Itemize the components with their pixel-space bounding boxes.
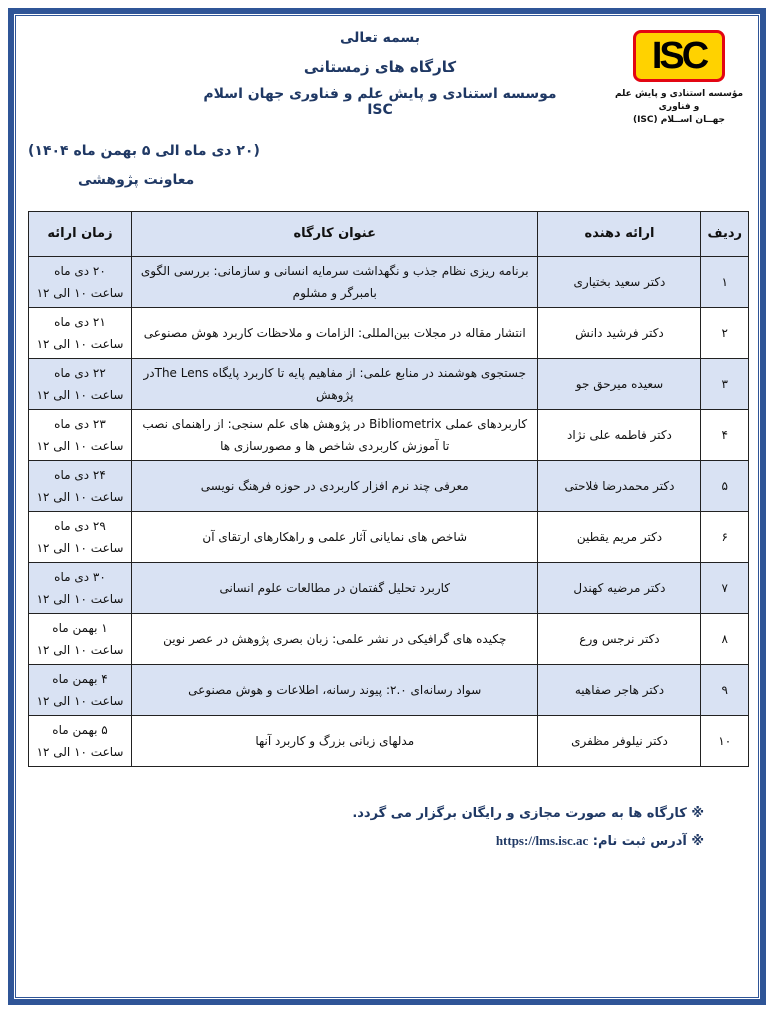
session-date: ۳۰ دی ماه — [54, 570, 106, 584]
session-hours: ساعت ۱۰ الی ۱۲ — [36, 490, 124, 504]
cell-row-number: ۱۰ — [701, 716, 749, 767]
cell-time — [29, 614, 132, 665]
department-name: معاونت پژوهشی — [78, 172, 195, 188]
table-row — [29, 665, 749, 716]
cell-row-number: ۶ — [701, 512, 749, 563]
session-date: ۲۴ دی ماه — [54, 468, 106, 482]
basmala-heading: بسمه تعالی — [339, 30, 421, 46]
cell-presenter: دکتر فاطمه علی نژاد — [538, 410, 701, 461]
cell-time — [29, 563, 132, 614]
table-row — [29, 716, 749, 767]
cell-workshop-title: معرفی چند نرم افزار کاربردی در حوزه فرهنگ نویسی — [132, 461, 538, 512]
cell-row-number: ۱ — [701, 257, 749, 308]
registration-link[interactable]: https://lms.isc.ac — [495, 833, 589, 848]
cell-presenter: دکتر فرشید دانش — [538, 308, 701, 359]
cell-workshop-title: کاربردهای عملی Bibliometrix در پژوهش های علم سنجی: از راهنمای نصب تا آموزش کاربردی شاخص ها و مصورسازی ها — [132, 410, 538, 461]
session-date: ۲۲ دی ماه — [54, 366, 106, 380]
cell-presenter: دکتر مرضیه کهندل — [538, 563, 701, 614]
cell-time — [29, 716, 132, 767]
isc-logo-text: ISC — [651, 34, 707, 77]
isc-logo — [614, 30, 744, 127]
header-row-number: ردیف — [701, 212, 749, 257]
session-hours: ساعت ۱۰ الی ۱۲ — [36, 388, 124, 402]
session-date: ۲۳ دی ماه — [54, 417, 106, 431]
session-hours: ساعت ۱۰ الی ۱۲ — [36, 541, 124, 555]
session-date: ۱ بهمن ماه — [52, 621, 108, 635]
cell-row-number: ۴ — [701, 410, 749, 461]
cell-row-number: ۷ — [701, 563, 749, 614]
cell-presenter: دکتر هاجر صفاهیه — [538, 665, 701, 716]
cell-workshop-title: کاربرد تحلیل گفتمان در مطالعات علوم انسانی — [132, 563, 538, 614]
cell-presenter: سعیده میرحق جو — [538, 359, 701, 410]
organization-name: موسسه استنادی و پایش علم و فناوری جهان اسلام ISC — [203, 86, 557, 118]
table-row — [29, 359, 749, 410]
cell-workshop-title: چکیده های گرافیکی در نشر علمی: زبان بصری پژوهش در عصر نوین — [132, 614, 538, 665]
session-date: ۴ بهمن ماه — [52, 672, 108, 686]
table-row — [29, 410, 749, 461]
workshop-schedule-table — [28, 211, 749, 767]
table-row — [29, 614, 749, 665]
table-row — [29, 461, 749, 512]
virtual-free-note: ※ کارگاه ها به صورت مجازی و رایگان برگزار می گردد. — [352, 806, 704, 821]
logo-caption-line1: مؤسسه استنادی و پایش علم و فناوری — [614, 89, 744, 112]
cell-presenter: دکتر نرجس ورع — [538, 614, 701, 665]
session-hours: ساعت ۱۰ الی ۱۲ — [36, 592, 124, 606]
cell-row-number: ۸ — [701, 614, 749, 665]
cell-presenter: دکتر نیلوفر مظفری — [538, 716, 701, 767]
header-presenter: ارائه دهنده — [538, 212, 701, 257]
cell-time — [29, 359, 132, 410]
cell-workshop-title: مدلهای زبانی بزرگ و کاربرد آنها — [132, 716, 538, 767]
table-row — [29, 512, 749, 563]
cell-time — [29, 410, 132, 461]
table-row — [29, 308, 749, 359]
logo-caption-line2: جهــان اســلام (ISC) — [632, 115, 726, 125]
cell-workshop-title: انتشار مقاله در مجلات بین‌المللی: الزامات و ملاحظات کاربرد هوش مصنوعی — [132, 308, 538, 359]
cell-time — [29, 308, 132, 359]
session-date: ۲۹ دی ماه — [54, 519, 106, 533]
isc-logo-caption — [614, 88, 744, 127]
header-time: زمان ارائه — [29, 212, 132, 257]
cell-row-number: ۵ — [701, 461, 749, 512]
session-hours: ساعت ۱۰ الی ۱۲ — [36, 439, 124, 453]
registration-label: ※ آدرس ثبت نام: — [588, 834, 704, 849]
cell-workshop-title: شاخص های نمایانی آثار علمی و راهکارهای ارتقای آن — [132, 512, 538, 563]
cell-row-number: ۲ — [701, 308, 749, 359]
cell-presenter: دکتر سعید بختیاری — [538, 257, 701, 308]
cell-presenter: دکتر محمدرضا فلاحتی — [538, 461, 701, 512]
cell-time — [29, 665, 132, 716]
session-hours: ساعت ۱۰ الی ۱۲ — [36, 337, 124, 351]
cell-presenter: دکتر مریم یقطین — [538, 512, 701, 563]
cell-time — [29, 257, 132, 308]
session-hours: ساعت ۱۰ الی ۱۲ — [36, 745, 124, 759]
cell-time — [29, 461, 132, 512]
session-date: ۲۰ دی ماه — [54, 264, 106, 278]
cell-row-number: ۹ — [701, 665, 749, 716]
header-workshop-title: عنوان کارگاه — [132, 212, 538, 257]
registration-note — [496, 833, 704, 849]
date-range: (۲۰ دی ماه الی ۵ بهمن ماه ۱۴۰۴) — [28, 143, 260, 159]
cell-row-number: ۳ — [701, 359, 749, 410]
session-hours: ساعت ۱۰ الی ۱۲ — [36, 694, 124, 708]
page-title: کارگاه های زمستانی — [303, 58, 457, 76]
table-row — [29, 257, 749, 308]
cell-workshop-title: برنامه ریزی نظام جذب و نگهداشت سرمایه انسانی و سازمانی: بررسی الگوی بامبرگر و مشلوم — [132, 257, 538, 308]
session-date: ۲۱ دی ماه — [54, 315, 106, 329]
table-header-row — [29, 212, 749, 257]
cell-time — [29, 512, 132, 563]
session-hours: ساعت ۱۰ الی ۱۲ — [36, 643, 124, 657]
isc-logo-mark — [633, 30, 725, 82]
table-row — [29, 563, 749, 614]
session-hours: ساعت ۱۰ الی ۱۲ — [36, 286, 124, 300]
cell-workshop-title: سواد رسانه‌ای ۲.۰: پیوند رسانه، اطلاعات و هوش مصنوعی — [132, 665, 538, 716]
session-date: ۵ بهمن ماه — [52, 723, 108, 737]
cell-workshop-title: جستجوی هوشمند در منابع علمی: از مفاهیم پایه تا کاربرد پایگاه The Lensدر پژوهش — [132, 359, 538, 410]
